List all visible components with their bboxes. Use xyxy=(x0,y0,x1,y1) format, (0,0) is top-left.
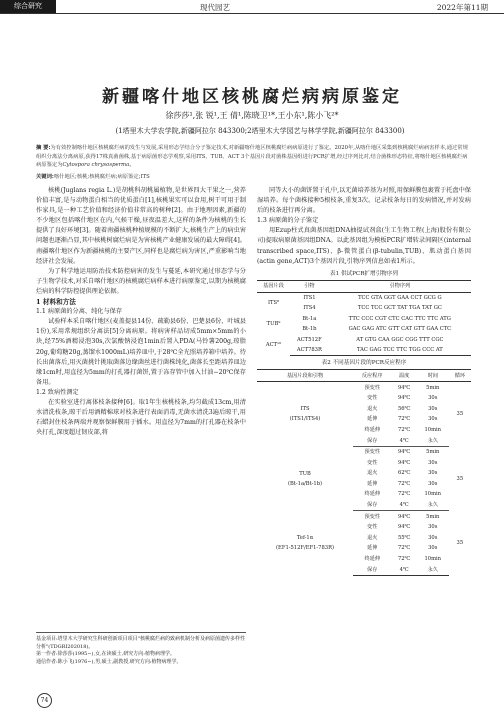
gene-cell: TUB⁹ xyxy=(266,320,281,327)
time-cell: 5min xyxy=(426,513,440,520)
primer-cell: Bt-1a xyxy=(302,315,317,322)
step-cell: 退火 xyxy=(367,470,378,477)
pathogenicity-continued: 同等大小的菌饼置于孔中,以无菌培养基为对照,用保鲜膜包裹置于托盘中保湿培养。每个菌株接种5根枝条,重复3次。记录枝条每日的发病情况,并对发病后的枝条进行再分离。 xyxy=(257,187,471,215)
seq-cell: GAC GAG ATC GTT CAT GTT GAA CTC xyxy=(348,326,452,333)
temp-cell: 94℃ xyxy=(397,524,411,531)
cycle-cell: 35 xyxy=(456,475,464,482)
time-cell: 30s xyxy=(428,545,438,552)
author-list: 徐莎莎¹,张 锐¹,王 倩¹,陈晓卫¹*,王小东¹,陈小飞²* xyxy=(165,111,339,120)
table-header: 引物序列 xyxy=(329,280,471,292)
temp-cell: 62℃ xyxy=(397,470,411,477)
primer-cell: ACT783R xyxy=(290,345,329,356)
temp-cell: 72℃ xyxy=(397,416,411,423)
table-header: 时间 xyxy=(417,370,449,382)
primer-pair: (EF1-512F/EF1-783R) xyxy=(276,545,335,552)
gene-primer-cell xyxy=(257,511,353,576)
page-header xyxy=(0,0,504,17)
intro-paragraph-1: 核桃(Juglans regia L.)是胡桃科胡桃属植物,是世界四大干果之一,营养价值丰富,是与动物蛋白相当的优质蛋白[1],核桃果实可以食用,树干可用于制作家具,是一种工艺价值和经济价值非常高的树种[2]。由于地理因素,新疆的不少地区包括喀什地区在内,气候干燥,昼夜温差大,这样的条件为核桃的生长提供了良好环境[3]。随着南疆核桃种植规模的不断扩大,核桃生产上的病虫害问题也逐渐凸显,其中核桃树腐烂病是为害核桃产业健康发展的最大障碍[4]。南疆喀什地区作为新疆核桃的主要产区,同样也是腐烂病为害区,严重影响当地经济社会发展。 xyxy=(36,187,246,265)
time-cell: 30s xyxy=(428,534,438,541)
table-row xyxy=(257,382,471,393)
temp-cell: 72℃ xyxy=(397,556,411,563)
primer-pair: (ITS1/ITS4) xyxy=(289,416,321,423)
table-row xyxy=(257,314,471,324)
subsection-heading-pathogenicity: 1.2 致病性测定 xyxy=(36,388,79,396)
table-row xyxy=(257,446,471,457)
subsection-heading-isolation: 1.1 病原菌的分离、纯化与保存 xyxy=(36,308,123,316)
temp-cell: 72℃ xyxy=(397,426,411,433)
primer-table xyxy=(257,280,471,356)
temp-cell: 72℃ xyxy=(397,480,411,487)
time-cell: 永久 xyxy=(417,435,449,446)
gene-name: ITS xyxy=(300,406,310,413)
temp-cell: 4℃ xyxy=(391,500,416,511)
abstract-text: 为有效控制喀什地区核桃腐烂病的发生与发展,采用形态学结合分子鉴定技术,对新疆喀什地区核桃腐烂病病原进行了鉴定。2020年,从喀什地区采集到核桃腐烂病病害样本,通过常规组织分离法分离病原,获得17株真菌菌株,基于病原菌形态学观察,采用ITS、TUB、ACT 3个基因片段对菌株基因组进行PCR扩增,经过序列比对,结合菌株形态特征,将喀什地区核桃腐烂病病原鉴定为 xyxy=(36,145,468,168)
table-row xyxy=(257,324,471,334)
journal-name: 现代园艺 xyxy=(200,3,230,12)
time-cell: 30s xyxy=(428,416,438,423)
pcr-program-table xyxy=(257,369,471,576)
step-cell: 终延伸 xyxy=(364,426,381,433)
step-cell: 延伸 xyxy=(367,416,378,423)
time-cell: 永久 xyxy=(417,564,449,575)
primer-pair: (Bt-1a/Bt-1b) xyxy=(287,480,323,487)
gene-primer-cell xyxy=(257,446,353,511)
temp-cell: 4℃ xyxy=(391,435,416,446)
step-cell: 预变性 xyxy=(364,384,381,391)
right-column xyxy=(257,186,471,576)
time-cell: 永久 xyxy=(417,500,449,511)
abstract: 摘 要:为有效控制喀什地区核桃腐烂病的发生与发展,采用形态学结合分子鉴定技术,对新疆喀什地区核桃腐烂病病原进行了鉴定。2020年,从喀什地区采集到核桃腐烂病病害样本,通过常规组织分离法分离病原,获得17株真菌菌株,基于病原菌形态学观察,采用ITS、TUB、ACT 3个基因片段对菌株基因组进行PCR扩增,经过序列比对,结合菌株形态特征,将喀什地区核桃腐烂病病原鉴定为Cytospora chrysosperma。 xyxy=(36,145,468,168)
keywords-text: 喀什地区;核桃;核桃腐烂病;病原鉴定;ITS xyxy=(53,174,150,180)
article-title: 新疆喀什地区核桃腐烂病病原鉴定 xyxy=(102,87,402,107)
gene-cell: ACT¹⁰ xyxy=(265,342,282,348)
species-name: Cytospora chrysosperma xyxy=(62,162,130,168)
gene-name: TUB xyxy=(299,470,311,477)
temp-cell: 94℃ xyxy=(397,459,411,466)
step-cell: 延伸 xyxy=(367,480,378,487)
seq-cell: TTC CCC CGT CTC CAC TTC TTC ATG xyxy=(348,315,451,322)
keywords xyxy=(36,172,470,180)
temp-cell: 56℃ xyxy=(397,405,411,412)
temp-cell: 94℃ xyxy=(397,513,411,520)
time-cell: 30s xyxy=(428,470,438,477)
table-row xyxy=(257,334,471,344)
table-header: 基因片段 xyxy=(257,280,290,292)
affiliations: (1塔里木大学农学院,新疆阿拉尔 843300;2塔里木大学园艺与林学学院,新疆阿拉尔 843300) xyxy=(115,127,405,135)
seq-cell: AT GTG CAA GGC CGG TTT CGC xyxy=(356,336,444,343)
time-cell: 30s xyxy=(428,480,438,487)
molecular-paragraph: 用Ezup柱式真菌基因组DNA抽提试剂盒(生工生物工程(上海)股份有限公司)提取病原菌基因组DNA。以此基因组为模板PCR扩增转录间隔区(internal transcribed space,ITS)、β-微管蛋白(β-tubulin,TUB)、肌动蛋白基因(actin gene,ACT)3个基因片段,引物序列信息如表1所示。 xyxy=(257,227,471,265)
step-cell: 保存 xyxy=(353,500,391,511)
table1-caption: 表1 供试PCR扩增引物序列 xyxy=(330,270,398,277)
table-header: 基因片段和引物 xyxy=(257,370,353,382)
time-cell: 30s xyxy=(428,524,438,531)
table-header: 引物 xyxy=(290,280,329,292)
table-header: 反应程序 xyxy=(353,370,391,382)
time-cell: 30s xyxy=(428,459,438,466)
table-row xyxy=(257,511,471,522)
cycle-cell: 35 xyxy=(456,540,464,547)
step-cell: 预变性 xyxy=(364,449,381,456)
temp-cell: 4℃ xyxy=(391,564,416,575)
seq-cell: TCC TCC GCT TAT TGA TAT GC xyxy=(357,305,442,312)
seq-cell: TCC GTA GGT GAA CCT GCG G xyxy=(358,294,442,301)
section-heading-materials: 1 材料和方法 xyxy=(36,298,76,307)
temp-cell: 94℃ xyxy=(397,395,411,402)
header-divider xyxy=(0,13,504,14)
time-cell: 10min xyxy=(424,426,442,433)
time-cell: 30s xyxy=(428,405,438,412)
fund-note: 基金项目:塔里木大学研究生科研创新项目项目"核桃腐烂病的致病机制分析及病原菌遗传多样性分析"(TDGRI202018)。 xyxy=(36,636,245,650)
page-number: 74 xyxy=(37,693,52,708)
step-cell: 终延伸 xyxy=(364,556,381,563)
step-cell: 退火 xyxy=(367,405,378,412)
step-cell: 预变性 xyxy=(364,513,381,520)
table-header: 温度 xyxy=(391,370,416,382)
abstract-label: 摘 要: xyxy=(36,145,51,151)
cycle-cell: 35 xyxy=(456,411,464,418)
issue-label: 2022年第11期 xyxy=(436,3,488,12)
table-row xyxy=(257,292,471,303)
left-column xyxy=(36,186,246,438)
subsection-heading-molecular: 1.3 病原菌的分子鉴定 xyxy=(257,217,319,225)
time-cell: 5min xyxy=(426,384,440,391)
isolation-paragraph: 试验样本采自喀什地区(麦盖提县14份、疏勒县6份、巴楚县6份、叶城县1份),采用常规组织分离法[5]分离病原。将病害样品切成5mm×5mm的小块,经75%酒精浸泡30s,次氯酸钠浸泡1min后置入PDA(马铃薯200g,琼脂20g,葡萄糖20g,蒸馏水1000mL)培养皿中,于28℃全光照培养箱中培养。待长出菌落后,用灭菌挑针挑取菌落边缘菌丝进行菌株纯化,菌落长至距培养皿边缘1cm时,用直径为5mm的打孔器打菌饼,置于冻存管中加入甘油−20℃保存备用。 xyxy=(36,318,246,386)
step-cell: 变性 xyxy=(367,459,378,466)
step-cell: 变性 xyxy=(367,524,378,531)
table-header: 循环 xyxy=(449,370,471,382)
primer-cell: ITS4 xyxy=(303,305,316,312)
temp-cell: 55℃ xyxy=(397,534,411,541)
step-cell: 变性 xyxy=(367,395,378,402)
corresponding-author-note: 通信作者:陈小飞(1976−),男,硕士,副教授,研究方向:植物病理学。 xyxy=(36,658,182,665)
temp-cell: 94℃ xyxy=(397,384,411,391)
time-cell: 5min xyxy=(426,449,440,456)
intro-paragraph-2: 为了科学地运用防治技术防控病害的发生与蔓延,本研究通过形态学与分子生物学技术,对采自喀什地区的核桃腐烂病样本进行病原鉴定,以期为核桃腐烂病的科学防控提供理论依据。 xyxy=(36,267,246,295)
temp-cell: 72℃ xyxy=(397,545,411,552)
pathogenicity-paragraph: 在实验室进行离体枝条接种[6]。取1年生核桃枝条,均匀截成13cm,用清水清洗枝条,晾干后用酒精棉球对枝条进行表面消毒,无菌水清洗3遍后晾干,用石蜡封住枝条两端并观察保鲜膜用于插水。用直径为7mm的打孔器在枝条中央打孔,深度超过韧皮部,将 xyxy=(36,398,246,437)
table-row xyxy=(257,345,471,356)
table-row xyxy=(257,303,471,313)
step-cell: 保存 xyxy=(353,564,391,575)
keywords-label: 关键词: xyxy=(36,174,54,180)
time-cell: 10min xyxy=(424,491,442,498)
step-cell: 终延伸 xyxy=(364,491,381,498)
step-cell: 延伸 xyxy=(367,545,378,552)
section-tag: 综合研究 xyxy=(0,0,56,13)
footnote xyxy=(36,632,246,666)
gene-cell: ITS⁸ xyxy=(267,300,280,307)
temp-cell: 94℃ xyxy=(397,449,411,456)
gene-name: Tef-1α xyxy=(296,535,314,542)
primer-cell: Bt-1b xyxy=(302,326,317,333)
step-cell: 保存 xyxy=(353,435,391,446)
first-author-note: 第一作者:徐莎莎(1995−),女,在读硕士,研究方向:植物病理学。 xyxy=(36,651,175,658)
temp-cell: 72℃ xyxy=(397,491,411,498)
step-cell: 退火 xyxy=(367,534,378,541)
time-cell: 30s xyxy=(428,395,438,402)
gene-primer-cell xyxy=(257,382,353,447)
time-cell: 10min xyxy=(424,556,442,563)
table2-caption: 表2 不同基因片段的PCR反应程序 xyxy=(321,360,407,367)
primer-cell: ITS1 xyxy=(303,294,316,301)
primer-cell: ACT512F xyxy=(297,336,322,343)
seq-cell: TAC GAG TCC TTC TGG CCC AT xyxy=(329,345,471,356)
